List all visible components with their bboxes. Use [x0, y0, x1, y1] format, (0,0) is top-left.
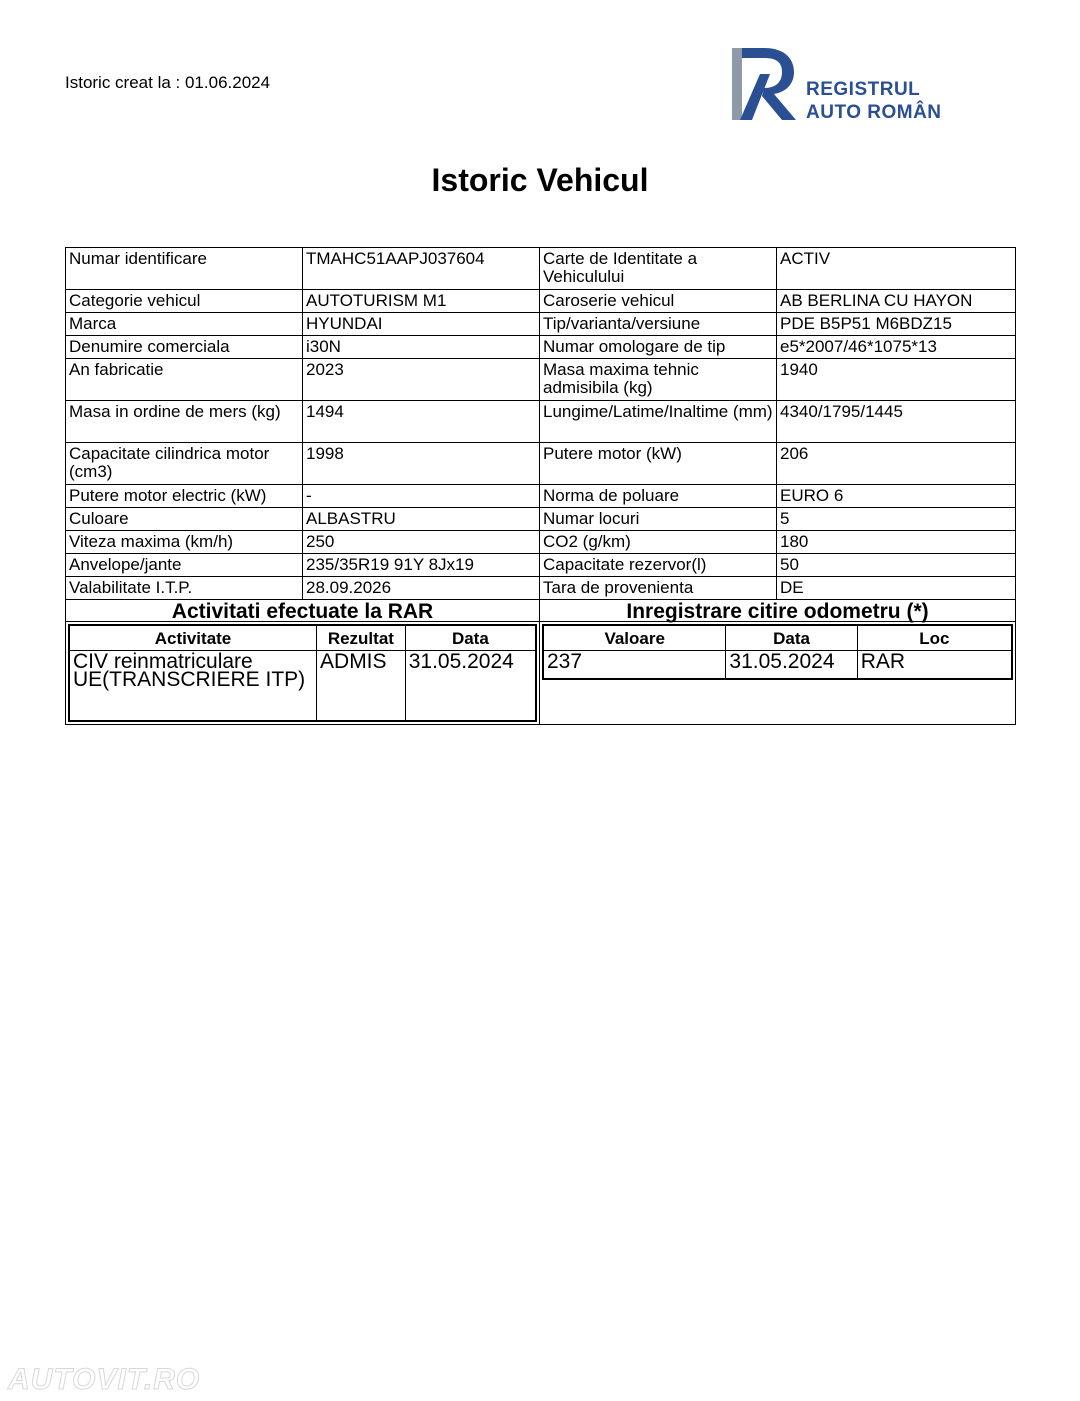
- odometer-table: [542, 624, 1013, 680]
- field-label: CO2 (g/km): [540, 531, 777, 554]
- field-label: Masa maxima tehnic admisibila (kg): [540, 359, 777, 401]
- table-row: [69, 651, 536, 721]
- sections-row: [66, 622, 1016, 725]
- page-title: Istoric Vehicul: [431, 162, 649, 198]
- field-label: Anvelope/jante: [66, 554, 303, 577]
- table-row: [66, 554, 1016, 577]
- field-label: Putere motor (kW): [540, 443, 777, 485]
- activity-date: 31.05.2024: [405, 651, 536, 721]
- activity-result: ADMIS: [317, 651, 406, 721]
- field-value: HYUNDAI: [303, 313, 540, 336]
- table-row: [66, 313, 1016, 336]
- field-value: TMAHC51AAPJ037604: [303, 248, 540, 290]
- field-value: 2023: [303, 359, 540, 401]
- col-header-rezultat: Rezultat: [317, 625, 406, 651]
- section-header-row: [66, 600, 1016, 622]
- table-row: [66, 401, 1016, 443]
- field-label: Categorie vehicul: [66, 290, 303, 313]
- field-label: Capacitate rezervor(l): [540, 554, 777, 577]
- field-label: Masa in ordine de mers (kg): [66, 401, 303, 443]
- table-row: [66, 290, 1016, 313]
- odometer-section-title: Inregistrare citire odometru (*): [540, 600, 1016, 622]
- activities-table: [68, 624, 537, 722]
- field-label: Denumire comerciala: [66, 336, 303, 359]
- table-row: [66, 359, 1016, 401]
- field-value: 1940: [777, 359, 1016, 401]
- field-label: Marca: [66, 313, 303, 336]
- odometer-value: 237: [543, 651, 726, 679]
- table-row: [66, 248, 1016, 290]
- activities-section-title: Activitati efectuate la RAR: [66, 600, 540, 622]
- col-header-activitate: Activitate: [69, 625, 317, 651]
- field-value: ACTIV: [777, 248, 1016, 290]
- field-value: DE: [777, 577, 1016, 600]
- field-label: Tara de provenienta: [540, 577, 777, 600]
- rar-logo: [730, 44, 960, 126]
- field-label: Numar identificare: [66, 248, 303, 290]
- field-value: ALBASTRU: [303, 508, 540, 531]
- field-label: Carte de Identitate a Vehiculului: [540, 248, 777, 290]
- odometer-date: 31.05.2024: [726, 651, 857, 679]
- activities-section: [66, 622, 540, 725]
- field-value: -: [303, 485, 540, 508]
- rar-logo-icon: [730, 44, 806, 126]
- field-value: 206: [777, 443, 1016, 485]
- field-value: 180: [777, 531, 1016, 554]
- field-label: Numar omologare de tip: [540, 336, 777, 359]
- table-row: [66, 485, 1016, 508]
- col-header-data: Data: [726, 625, 857, 651]
- field-value: 1998: [303, 443, 540, 485]
- activity-name: CIV reinmatriculare UE(TRANSCRIERE ITP): [69, 651, 317, 721]
- table-row: [66, 577, 1016, 600]
- col-header-data: Data: [405, 625, 536, 651]
- field-label: An fabricatie: [66, 359, 303, 401]
- field-label: Culoare: [66, 508, 303, 531]
- field-label: Valabilitate I.T.P.: [66, 577, 303, 600]
- field-value: 235/35R19 91Y 8Jx19: [303, 554, 540, 577]
- odometer-header-row: [543, 625, 1012, 651]
- field-label: Norma de poluare: [540, 485, 777, 508]
- field-label: Numar locuri: [540, 508, 777, 531]
- field-value: 50: [777, 554, 1016, 577]
- vehicle-details-table: [65, 247, 1016, 725]
- table-row: [543, 651, 1012, 679]
- table-row: [66, 508, 1016, 531]
- field-value: 250: [303, 531, 540, 554]
- field-label: Lungime/Latime/Inaltime (mm): [540, 401, 777, 443]
- logo-line-2: AUTO ROMÂN: [806, 102, 942, 123]
- field-value: AUTOTURISM M1: [303, 290, 540, 313]
- field-value: 4340/1795/1445: [777, 401, 1016, 443]
- field-label: Putere motor electric (kW): [66, 485, 303, 508]
- table-row: [66, 531, 1016, 554]
- logo-line-1: REGISTRUL: [806, 79, 921, 100]
- watermark: AUTOVIT.RO: [8, 1363, 201, 1396]
- odometer-location: RAR: [857, 651, 1012, 679]
- field-value: 28.09.2026: [303, 577, 540, 600]
- field-label: Capacitate cilindrica motor (cm3): [66, 443, 303, 485]
- field-value: EURO 6: [777, 485, 1016, 508]
- history-created-date: Istoric creat la : 01.06.2024: [65, 73, 271, 92]
- table-row: [66, 336, 1016, 359]
- field-value: PDE B5P51 M6BDZ15: [777, 313, 1016, 336]
- field-value: 5: [777, 508, 1016, 531]
- field-value: i30N: [303, 336, 540, 359]
- field-label: Tip/varianta/versiune: [540, 313, 777, 336]
- col-header-valoare: Valoare: [543, 625, 726, 651]
- field-value: AB BERLINA CU HAYON: [777, 290, 1016, 313]
- field-value: e5*2007/46*1075*13: [777, 336, 1016, 359]
- field-value: 1494: [303, 401, 540, 443]
- col-header-loc: Loc: [857, 625, 1012, 651]
- table-row: [66, 443, 1016, 485]
- odometer-section: [540, 622, 1016, 725]
- field-label: Caroserie vehicul: [540, 290, 777, 313]
- activities-header-row: [69, 625, 536, 651]
- field-label: Viteza maxima (km/h): [66, 531, 303, 554]
